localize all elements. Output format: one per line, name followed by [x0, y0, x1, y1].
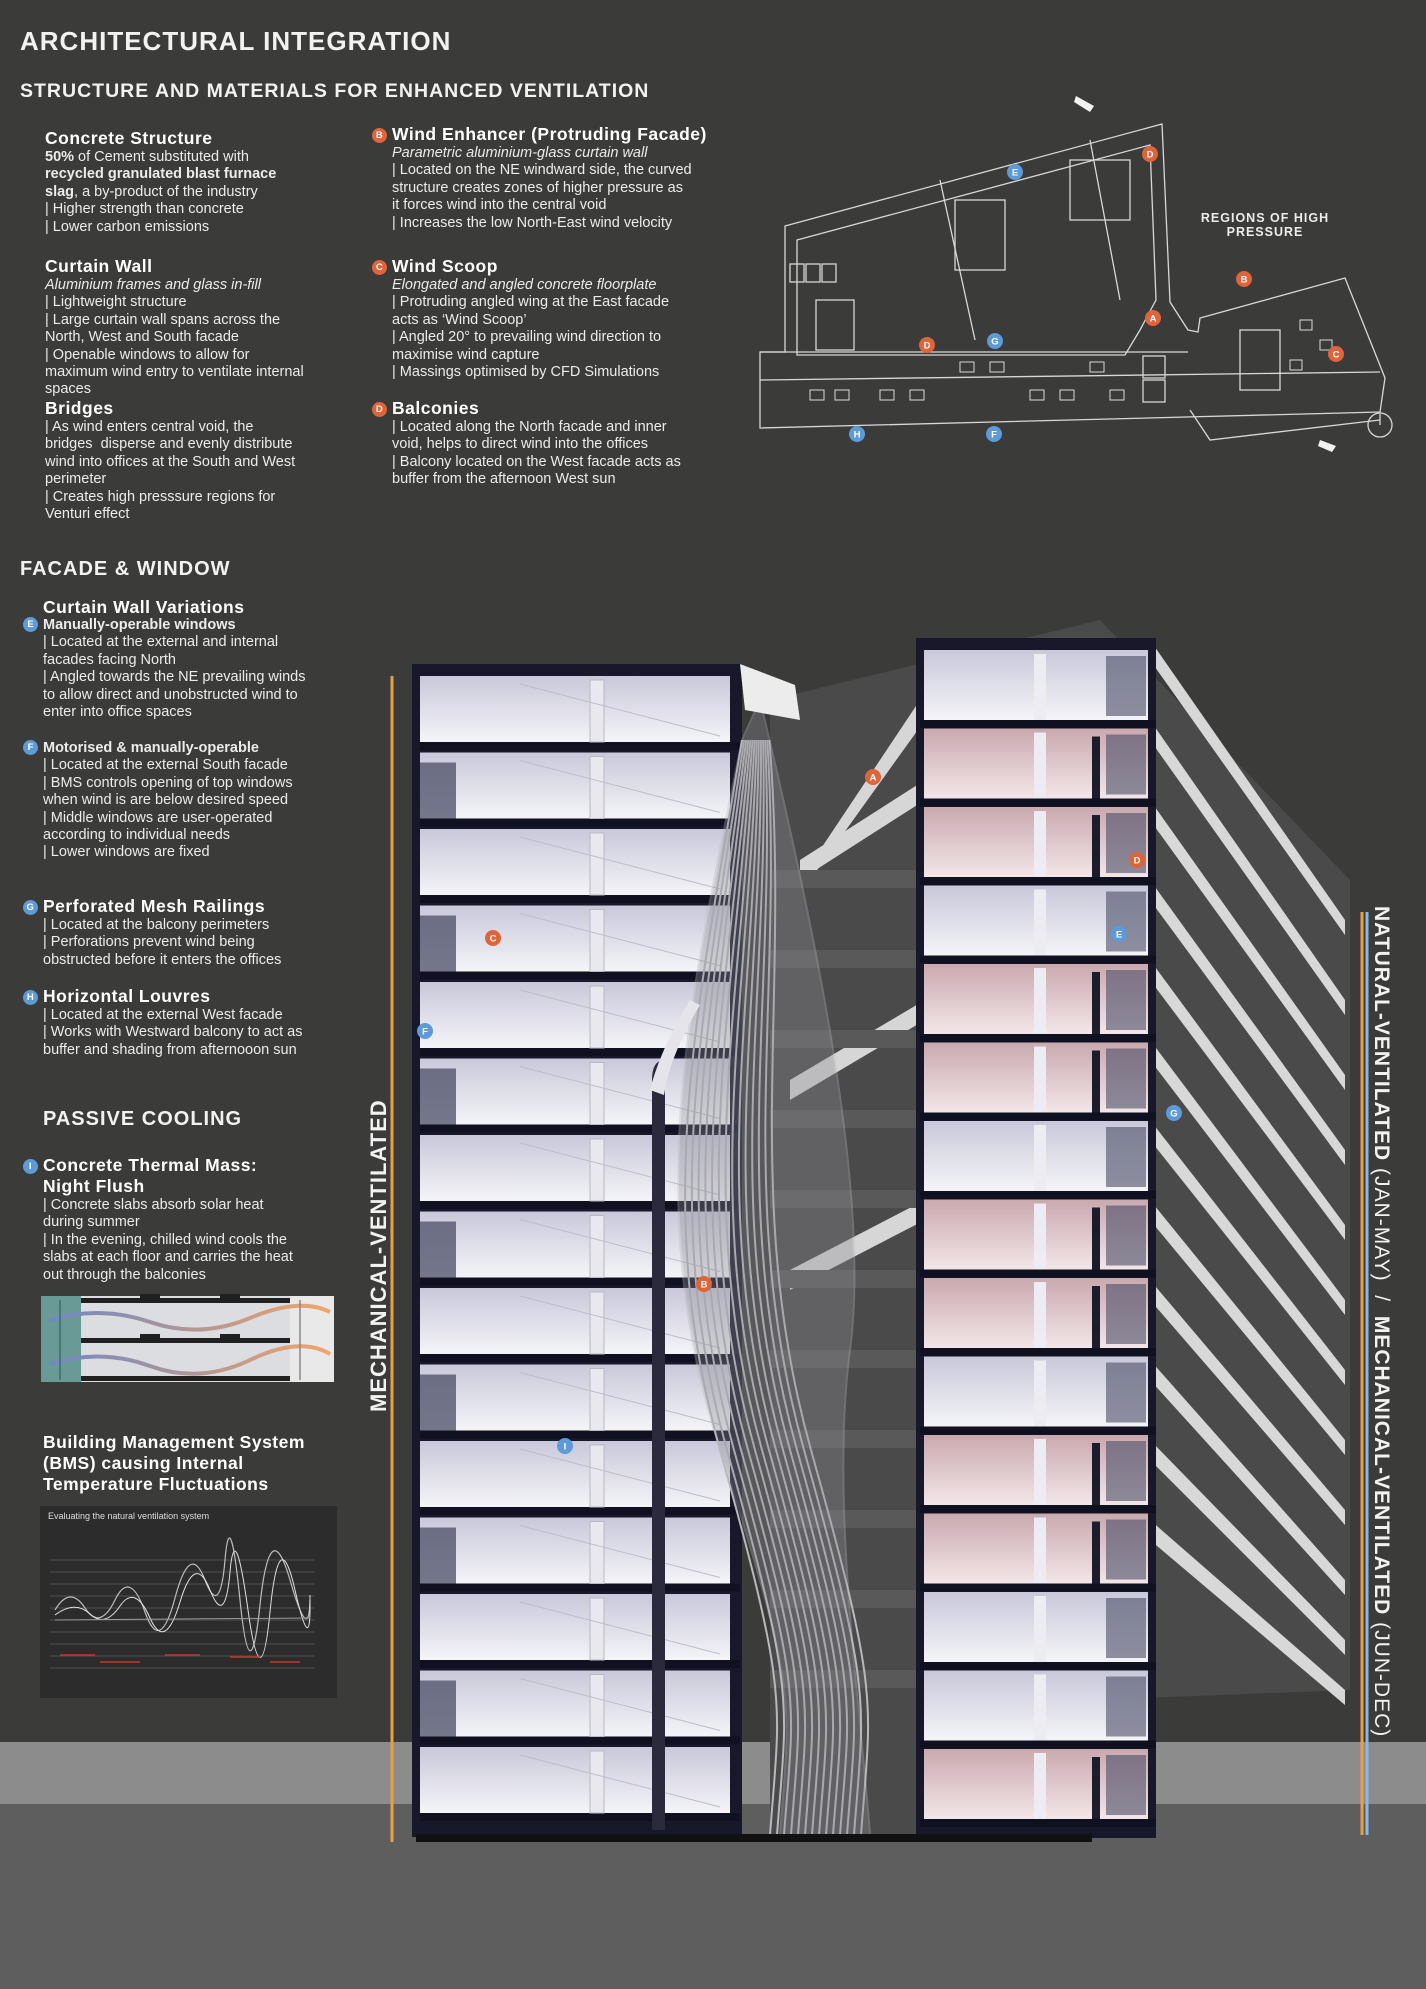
- svg-text:E: E: [1011, 167, 1019, 179]
- structure-left-item-1-line: Aluminium frames and glass in-fill: [45, 277, 261, 293]
- svg-text:D: D: [1146, 149, 1154, 161]
- structure-left-item-1-line: | Openable windows to allow for: [45, 346, 250, 363]
- section-marker-f: [417, 1023, 433, 1039]
- facade-item-line: | Lower windows are fixed: [43, 844, 210, 861]
- structure-left-item-1-line: maximum wind entry to ventilate internal: [45, 364, 304, 381]
- mechanical-ventilated-label: MECHANICAL-VENTILATED: [366, 1099, 391, 1412]
- bms-chart: [40, 1506, 337, 1698]
- cooling-title: PASSIVE COOLING: [43, 1108, 243, 1130]
- plan-marker-a: [1145, 310, 1161, 326]
- svg-text:I: I: [563, 1441, 567, 1453]
- left-tower-floor: [420, 676, 740, 750]
- marker-badge: B: [372, 128, 387, 143]
- marker-i-badge: I: [23, 1159, 38, 1174]
- right-tower-floor: [920, 1357, 1156, 1435]
- night-flush-diagram: [41, 1294, 334, 1382]
- marker-badge: D: [372, 402, 387, 417]
- structure-left-item-2-line: | As wind enters central void, the: [45, 419, 254, 435]
- right-tower-floor: [920, 1592, 1156, 1670]
- right-tower-floor: [920, 1200, 1156, 1278]
- facade-item-line: facades facing North: [43, 651, 176, 668]
- structure-right-item-2-title: D Balconies: [392, 398, 681, 419]
- structure-left-item-2-line: wind into offices at the South and West: [45, 453, 296, 470]
- structure-right-item-2-line: | Located along the North facade and inner: [392, 419, 667, 435]
- structure-left-item-1-title: Curtain Wall: [45, 256, 153, 276]
- facade-item-line: | Works with Westward balcony to act as: [43, 1024, 303, 1041]
- marker-badge: E: [23, 617, 38, 632]
- facade-item-title: E Manually-operable windows: [43, 617, 306, 634]
- plan-marker-f: [986, 426, 1002, 442]
- facade-item-line: to allow direct and unobstructed wind to: [43, 686, 298, 703]
- bms-title-3: Temperature Fluctuations: [43, 1474, 269, 1494]
- structure-left-item-0-line: recycled granulated blast furnace: [45, 166, 277, 183]
- section-marker-a: [865, 769, 881, 785]
- svg-text:C: C: [489, 933, 497, 945]
- svg-text:G: G: [1170, 1108, 1178, 1120]
- right-tower-floor: [920, 1043, 1156, 1121]
- cooling-line: slabs at each floor and carries the heat: [43, 1249, 293, 1266]
- plan-marker-g: [987, 333, 1003, 349]
- facade-item-line: | Located at the external South facade: [43, 757, 288, 774]
- svg-text:B: B: [1240, 274, 1248, 286]
- right-tower-floor: [920, 1514, 1156, 1592]
- plan-pressure-label: [1195, 211, 1335, 239]
- structure-right-item-1-line: | Massings optimised by CFD Simulations: [392, 364, 660, 381]
- left-tower-floor: [420, 1594, 740, 1668]
- structure-right-item-0-line: | Increases the low North-East wind velocity: [392, 214, 673, 231]
- structure-left-item-1-line: North, West and South facade: [45, 329, 239, 346]
- facade-subtitle: Curtain Wall Variations: [43, 597, 245, 617]
- right-tower-floor: [920, 650, 1156, 728]
- svg-text:H: H: [853, 429, 861, 441]
- structure-right-item-0-title: B Wind Enhancer (Protruding Facade): [392, 124, 707, 145]
- cooling-line: out through the balconies: [43, 1266, 206, 1283]
- facade-item-line: enter into office spaces: [43, 704, 192, 721]
- left-tower-floor: [420, 906, 740, 980]
- facade-item-line: | Middle windows are user-operated: [43, 809, 273, 826]
- plan-pressure-label-1: REGIONS OF HIGH: [1200, 211, 1330, 225]
- right-tower-floor: [920, 729, 1156, 807]
- cooling-item-title-2: Night Flush: [43, 1176, 145, 1196]
- facade-item-line: buffer and shading from afternooon sun: [43, 1041, 297, 1058]
- section-marker-d: [1129, 852, 1145, 868]
- natural-mechanical-label: NATURAL-VENTILATED (JAN-MAY) / MECHANICAL-VENTILATED (JUN-DEC): [1370, 906, 1393, 1738]
- marker-badge: F: [23, 740, 38, 755]
- svg-text:E: E: [1115, 929, 1123, 941]
- right-tower-floor: [920, 1121, 1156, 1199]
- structure-right-item-1-line: | Angled 20° to prevailing wind direction to: [392, 329, 662, 346]
- structure-left-item-0-title: Concrete Structure: [45, 128, 213, 148]
- marker-badge: H: [23, 990, 38, 1005]
- section-marker-e: [1111, 926, 1127, 942]
- structure-right-item-0-line: Parametric aluminium-glass curtain wall: [392, 145, 648, 161]
- structure-left-item-0-line: 50% of Cement substituted with: [45, 149, 249, 165]
- structure-right-item-1-title: C Wind Scoop: [392, 256, 669, 277]
- structure-right-item-0-line: it forces wind into the central void: [392, 197, 607, 214]
- plan-marker-d: [919, 337, 935, 353]
- svg-text:F: F: [991, 429, 997, 441]
- structure-right-item-2-line: | Balcony located on the West facade acts as: [392, 453, 681, 470]
- right-tower-floor: [920, 1671, 1156, 1749]
- structure-left-item-1-line: | Large curtain wall spans across the: [45, 311, 281, 328]
- plan-pressure-label-2: PRESSURE: [1226, 225, 1304, 239]
- structure-right-item-1-line: Elongated and angled concrete floorplate: [392, 277, 657, 293]
- left-tower-floor: [420, 1441, 740, 1515]
- plan-marker-c: [1328, 346, 1344, 362]
- facade-item-line: | Located at the external and internal: [43, 634, 279, 651]
- facade-item-line: | BMS controls opening of top windows: [43, 774, 293, 791]
- cooling-line: during summer: [43, 1214, 140, 1231]
- left-tower-floor: [420, 1747, 740, 1821]
- svg-text:D: D: [923, 340, 931, 352]
- left-tower-floor: [420, 1671, 740, 1745]
- svg-text:D: D: [1133, 855, 1141, 867]
- facade-item-title: G Perforated Mesh Railings: [43, 896, 281, 917]
- plan-marker-d: [1142, 146, 1158, 162]
- plan-marker-h: [849, 426, 865, 442]
- section-marker-i: [557, 1438, 573, 1454]
- bms-title-2: (BMS) causing Internal: [43, 1453, 244, 1473]
- right-tower-floor: [920, 1435, 1156, 1513]
- structure-right-item-1-line: acts as ‘Wind Scoop’: [392, 311, 527, 328]
- page-title: ARCHITECTURAL INTEGRATION: [20, 26, 452, 56]
- section-marker-g: [1166, 1105, 1182, 1121]
- svg-text:B: B: [700, 1279, 708, 1291]
- facade-item-line: according to individual needs: [43, 827, 231, 844]
- cooling-line: | In the evening, chilled wind cools the: [43, 1231, 287, 1248]
- section-drawing: [412, 620, 1350, 1842]
- svg-text:C: C: [1332, 349, 1340, 361]
- left-tower-floor: [420, 753, 740, 827]
- facade-item-line: | Perforations prevent wind being: [43, 934, 255, 951]
- structure-right-item-2-line: buffer from the afternoon West sun: [392, 471, 616, 488]
- svg-text:A: A: [1149, 313, 1157, 325]
- cooling-item-title-1: I Concrete Thermal Mass:: [43, 1155, 293, 1176]
- structure-left-item-0-line: | Higher strength than concrete: [45, 201, 244, 218]
- facade-item-line: when wind is are below desired speed: [43, 792, 289, 809]
- structure-left-item-0-line: | Lower carbon emissions: [45, 218, 210, 235]
- structure-right-item-1-line: | Protruding angled wing at the East facade: [392, 294, 670, 311]
- svg-text:F: F: [422, 1026, 428, 1038]
- facade-title: FACADE & WINDOW: [20, 558, 231, 580]
- structure-left-item-1-line: spaces: [45, 381, 91, 398]
- right-tower-floor: [920, 1749, 1156, 1827]
- structure-right-item-1-line: maximise wind capture: [392, 346, 540, 363]
- floor-plan: [760, 96, 1392, 452]
- facade-item-title: F Motorised & manually-operable: [43, 740, 293, 757]
- section-marker-c: [485, 930, 501, 946]
- structure-left-item-1-line: | Lightweight structure: [45, 294, 187, 311]
- structure-left-item-2-title: Bridges: [45, 398, 114, 418]
- structure-left-item-2-line: | Creates high presssure regions for: [45, 488, 276, 505]
- structure-right-item-2-line: void, helps to direct wind into the offices: [392, 436, 649, 453]
- facade-item-line: | Located at the balcony perimeters: [43, 917, 270, 933]
- structure-left-item-2-line: Venturi effect: [45, 506, 130, 523]
- bms-title-1: Building Management System: [43, 1432, 305, 1452]
- structure-right-item-0-line: structure creates zones of higher pressure as: [392, 179, 683, 196]
- right-tower-floor: [920, 1278, 1156, 1356]
- right-tower-floor: [920, 964, 1156, 1042]
- facade-item-line: | Angled towards the NE prevailing winds: [43, 669, 306, 686]
- marker-badge: C: [372, 260, 387, 275]
- bms-chart-title: Evaluating the natural ventilation system: [48, 1511, 210, 1521]
- svg-text:G: G: [991, 336, 999, 348]
- cooling-line: | Concrete slabs absorb solar heat: [43, 1197, 264, 1213]
- facade-item-line: | Located at the external West facade: [43, 1007, 283, 1023]
- structure-left-item-2-line: bridges disperse and evenly distribute: [45, 436, 293, 453]
- marker-badge: G: [23, 900, 38, 915]
- section-marker-b: [696, 1276, 712, 1292]
- left-tower-floor: [420, 1518, 740, 1592]
- plan-marker-b: [1236, 271, 1252, 287]
- facade-item-title: H Horizontal Louvres: [43, 986, 303, 1007]
- structure-right-item-0-line: | Located on the NE windward side, the curved: [392, 162, 692, 179]
- page-subtitle: STRUCTURE AND MATERIALS FOR ENHANCED VENTILATION: [20, 80, 650, 102]
- left-tower-floor: [420, 1365, 740, 1439]
- right-tower-floor: [920, 807, 1156, 885]
- structure-left-item-2-line: perimeter: [45, 471, 107, 488]
- svg-text:A: A: [869, 772, 877, 784]
- structure-left-item-0-line: slag, a by-product of the industry: [45, 183, 258, 200]
- left-tower-floor: [420, 829, 740, 903]
- right-tower-floor: [920, 886, 1156, 964]
- facade-item-line: obstructed before it enters the offices: [43, 951, 282, 968]
- plan-marker-e: [1007, 164, 1023, 180]
